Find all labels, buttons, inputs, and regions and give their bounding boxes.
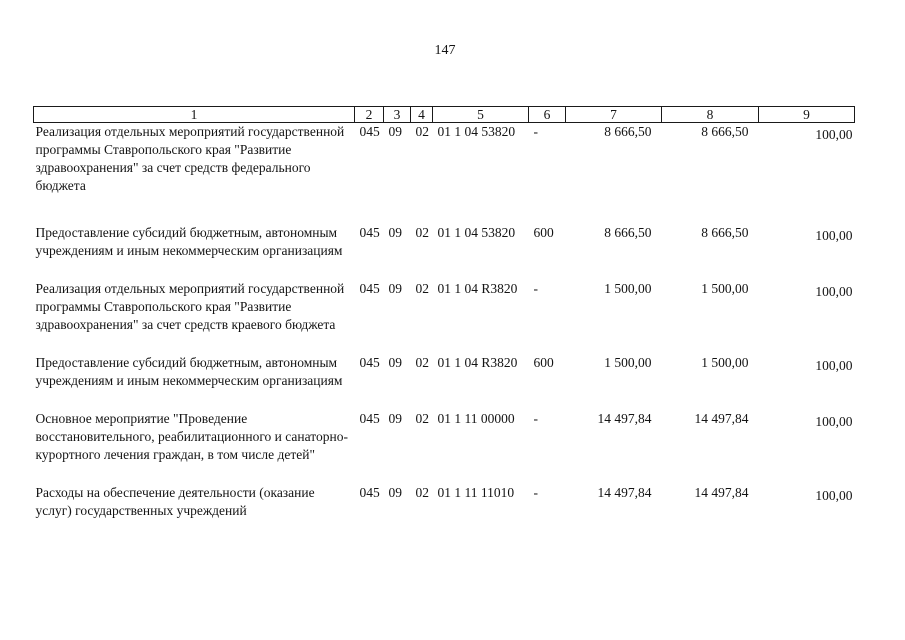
row-subsection: 02 bbox=[415, 224, 429, 240]
row-ministry: 045 bbox=[359, 354, 380, 370]
row-executed-amount: 14 497,84 bbox=[694, 484, 749, 500]
row-expense-type: - bbox=[533, 410, 538, 426]
column-header-4: 4 bbox=[411, 107, 433, 123]
row-section: 09 bbox=[388, 280, 402, 296]
column-header-8: 8 bbox=[662, 107, 759, 123]
row-ministry: 045 bbox=[359, 484, 380, 500]
row-section: 09 bbox=[388, 224, 402, 240]
row-ministry: 045 bbox=[359, 410, 380, 426]
row-name: Реализация отдельных мероприятий государственной программы Ставропольского края "Развитие здравоохранения" за счет средств краевого бюджета bbox=[35, 280, 345, 332]
header-row bbox=[34, 107, 855, 123]
row-executed-amount: 14 497,84 bbox=[694, 410, 749, 426]
row-percent: 100,00 bbox=[815, 357, 853, 373]
column-header-9: 9 bbox=[759, 107, 855, 123]
column-header-6: 6 bbox=[529, 107, 566, 123]
row-subsection: 02 bbox=[415, 280, 429, 296]
column-header-1: 1 bbox=[34, 107, 355, 123]
row-section: 09 bbox=[388, 124, 402, 139]
row-planned-amount: 8 666,50 bbox=[604, 124, 652, 139]
row-expense-type: - bbox=[533, 280, 538, 296]
column-header-7: 7 bbox=[566, 107, 662, 123]
row-subsection: 02 bbox=[415, 124, 429, 139]
row-name: Основное мероприятие "Проведение восстановительного, реабилитационного и санаторно-курортного лечения граждан, в том числе детей" bbox=[35, 410, 348, 462]
row-percent: 100,00 bbox=[815, 227, 853, 243]
row-name: Реализация отдельных мероприятий государственной программы Ставропольского края "Развитие здравоохранения" за счет средств федерального бюджета bbox=[35, 124, 345, 193]
row-planned-amount: 14 497,84 bbox=[597, 484, 652, 500]
row-section: 09 bbox=[388, 410, 402, 426]
page-number: 147 bbox=[434, 43, 456, 58]
row-ministry: 045 bbox=[359, 224, 380, 240]
table-row bbox=[34, 123, 855, 224]
row-planned-amount: 1 500,00 bbox=[604, 280, 652, 296]
table-row bbox=[34, 410, 855, 484]
row-expense-type: - bbox=[533, 484, 538, 500]
row-subsection: 02 bbox=[415, 410, 429, 426]
row-expense-type: 600 bbox=[533, 354, 554, 370]
row-section: 09 bbox=[388, 484, 402, 500]
row-executed-amount: 1 500,00 bbox=[701, 280, 749, 296]
budget-table bbox=[33, 106, 855, 522]
row-target-article: 01 1 04 53820 bbox=[437, 124, 516, 139]
table-row bbox=[34, 354, 855, 410]
row-target-article: 01 1 04 53820 bbox=[437, 224, 516, 240]
row-planned-amount: 8 666,50 bbox=[604, 224, 652, 240]
row-ministry: 045 bbox=[359, 280, 380, 296]
row-name: Расходы на обеспечение деятельности (оказание услуг) государственных учреждений bbox=[35, 484, 315, 518]
row-percent: 100,00 bbox=[815, 487, 853, 503]
row-section: 09 bbox=[388, 354, 402, 370]
row-target-article: 01 1 04 R3820 bbox=[437, 280, 518, 296]
row-target-article: 01 1 11 11010 bbox=[437, 484, 515, 500]
row-executed-amount: 8 666,50 bbox=[701, 124, 749, 139]
column-header-2: 2 bbox=[355, 107, 384, 123]
row-percent: 100,00 bbox=[815, 413, 853, 429]
row-subsection: 02 bbox=[415, 484, 429, 500]
row-name: Предоставление субсидий бюджетным, автономным учреждениям и иным некоммерческим организациям bbox=[35, 224, 343, 258]
row-ministry: 045 bbox=[359, 124, 380, 139]
row-expense-type: 600 bbox=[533, 224, 554, 240]
table-row bbox=[34, 280, 855, 354]
row-percent: 100,00 bbox=[815, 127, 853, 142]
row-target-article: 01 1 11 00000 bbox=[437, 410, 515, 426]
row-subsection: 02 bbox=[415, 354, 429, 370]
row-expense-type: - bbox=[533, 124, 538, 139]
column-header-5: 5 bbox=[433, 107, 529, 123]
table-row bbox=[34, 224, 855, 280]
table-row bbox=[34, 484, 855, 522]
row-executed-amount: 1 500,00 bbox=[701, 354, 749, 370]
row-name: Предоставление субсидий бюджетным, автономным учреждениям и иным некоммерческим организациям bbox=[35, 354, 343, 388]
row-target-article: 01 1 04 R3820 bbox=[437, 354, 518, 370]
column-header-3: 3 bbox=[384, 107, 411, 123]
row-planned-amount: 1 500,00 bbox=[604, 354, 652, 370]
row-executed-amount: 8 666,50 bbox=[701, 224, 749, 240]
row-planned-amount: 14 497,84 bbox=[597, 410, 652, 426]
row-percent: 100,00 bbox=[815, 283, 853, 299]
